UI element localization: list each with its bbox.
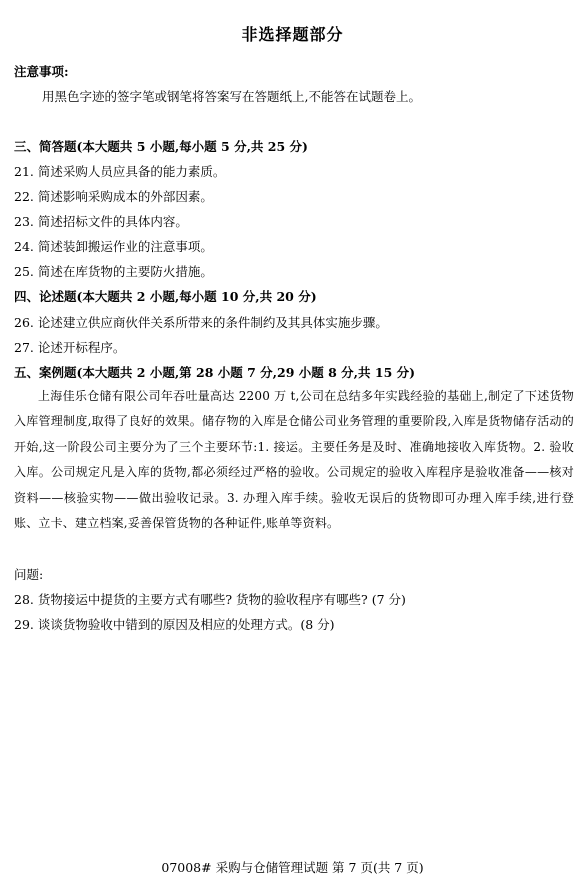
- section-5-heading: 五、案例题(本大题共 2 小题,第 28 小题 7 分,29 小题 8 分,共 15 分): [14, 365, 416, 380]
- question-25: 25. 简述在库货物的主要防火措施。: [14, 264, 213, 279]
- page-footer: 07008# 采购与仓储管理试题 第 7 页(共 7 页): [161, 860, 424, 875]
- question-26: 26. 论述建立供应商伙伴关系所带来的条件制约及其具体实施步骤。: [14, 315, 388, 330]
- notice-heading: 注意事项:: [14, 64, 69, 79]
- section-4-heading: 四、论述题(本大题共 2 小题,每小题 10 分,共 20 分): [14, 289, 317, 304]
- question-22: 22. 简述影响采购成本的外部因素。: [14, 189, 213, 204]
- question-28: 28. 货物接运中提货的主要方式有哪些? 货物的验收程序有哪些? (7 分): [14, 592, 406, 607]
- case-paragraph: 上海佳乐仓储有限公司年吞吐量高达 2200 万 t,公司在总结多年实践经验的基础上,制定了下述货物入库管理制度,取得了良好的效果。储存物的入库是仓储公司业务管理的重要阶段,入库是货物储存活动的开始,这一阶段公司主要分为了三个主要环节:1. 接运。主要任务是及时、准确地接收入库货物。2. 验收入库。公司规定凡是入库的货物,都必须经过严格的验收。公司规定的验收入库程序是验收准备——核对资料——核验实物——做出验收记录。3. 办理入库手续。验收无误后的货物即可办理入库手续,进行登账、立卡、建立档案,妥善保管货物的各种证件,账单等资料。: [14, 389, 574, 531]
- question-21: 21. 简述采购人员应具备的能力素质。: [14, 164, 226, 179]
- question-label: 问题:: [14, 567, 44, 582]
- question-27: 27. 论述开标程序。: [14, 340, 126, 355]
- page-title: 非选择题部分: [241, 25, 344, 44]
- notice-text: 用黑色字迹的签字笔或钢笔将答案写在答题纸上,不能答在试题卷上。: [42, 89, 421, 104]
- question-24: 24. 简述装卸搬运作业的注意事项。: [14, 239, 213, 254]
- question-29: 29. 谈谈货物验收中错到的原因及相应的处理方式。(8 分): [14, 617, 335, 632]
- section-3-heading: 三、简答题(本大题共 5 小题,每小题 5 分,共 25 分): [14, 139, 308, 154]
- question-23: 23. 简述招标文件的具体内容。: [14, 214, 188, 229]
